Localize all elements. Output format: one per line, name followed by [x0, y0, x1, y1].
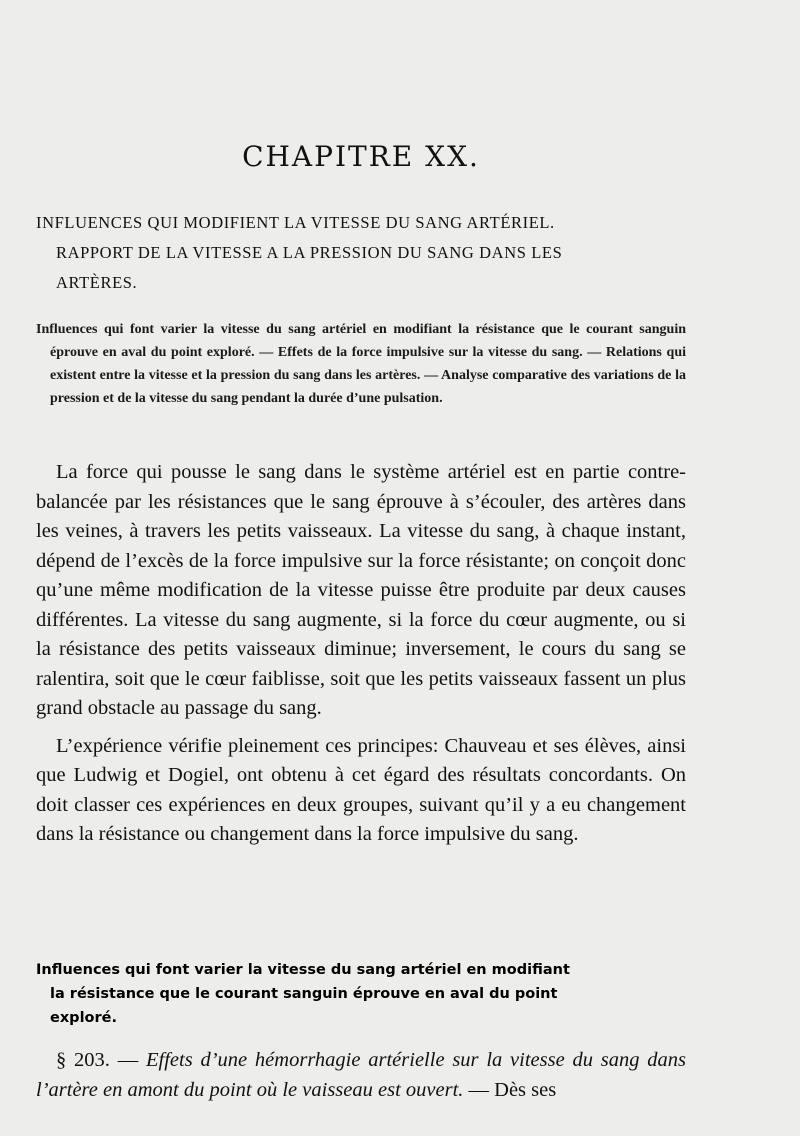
subtitle-line-1: INFLUENCES QUI MODIFIENT LA VITESSE DU SANG ARTÉRIEL.	[36, 213, 555, 232]
subtitle-line-2: RAPPORT DE LA VITESSE A LA PRESSION DU SANG DANS LES	[56, 243, 563, 262]
paragraph-title: Effets d’une hémorrhagie artérielle sur la vitesse du sang dans l’artère en amont du point où le vaisseau est ouvert.	[36, 1049, 687, 1101]
body-text	[36, 458, 686, 858]
paragraph-number: § 203. —	[56, 1049, 139, 1071]
book-page	[36, 0, 686, 1136]
summary-text: Influences qui font varier la vitesse du sang artériel en modifiant la résistance que le courant sanguin éprouve en aval du point exploré. — Effets de la force impulsive sur la vitesse du sang. — Relations qui existent entre la vitesse et la pression du sang dans les artères. — Analyse comparative des variations de la pression et de la vitesse du sang pendant la durée d’une pulsation.	[36, 322, 686, 406]
paragraph-start: — Dès ses	[468, 1078, 557, 1101]
chapter-summary	[36, 318, 686, 410]
body-paragraph-1: La force qui pousse le sang dans le système artériel est en partie contre-balancée par les résistances que le sang éprouve à s’écouler, des artères dans les veines, à travers les petits vaisseaux. La vitesse du sang, à chaque instant, dépend de l’excès de la force impulsive sur la force résistante; on conçoit donc qu’une même modification de la vitesse puisse être produite par deux causes différentes. La vitesse du sang augmente, si la force du cœur augmente, ou si la résistance des petits vaisseaux diminue; inversement, le cours du sang se ralentira, soit que le cœur faiblisse, soit que les petits vaisseaux fassent un plus grand obstacle au passage du sang.	[36, 461, 686, 719]
section-heading-line-2: la résistance que le courant sanguin éprouve en aval du point	[50, 986, 558, 1002]
chapter-subtitle	[36, 208, 686, 298]
section-heading-line-1: Influences qui font varier la vitesse du sang artériel en modifiant	[36, 962, 570, 978]
subtitle-line-3: ARTÈRES.	[56, 273, 138, 292]
section-heading	[36, 958, 686, 1030]
paragraph-203	[36, 1046, 686, 1105]
section-heading-line-3: exploré.	[50, 1010, 117, 1026]
body-paragraph-2: L’expérience vérifie pleinement ces principes: Chauveau et ses élèves, ainsi que Ludwig et Dogiel, ont obtenu à cet égard des résultats concordants. On doit classer ces expériences en deux groupes, suivant qu’il y a eu changement dans la résistance ou changement dans la force impulsive du sang.	[36, 734, 686, 845]
paragraph-203-text	[36, 1046, 686, 1105]
chapter-title: CHAPITRE XX.	[242, 140, 480, 173]
